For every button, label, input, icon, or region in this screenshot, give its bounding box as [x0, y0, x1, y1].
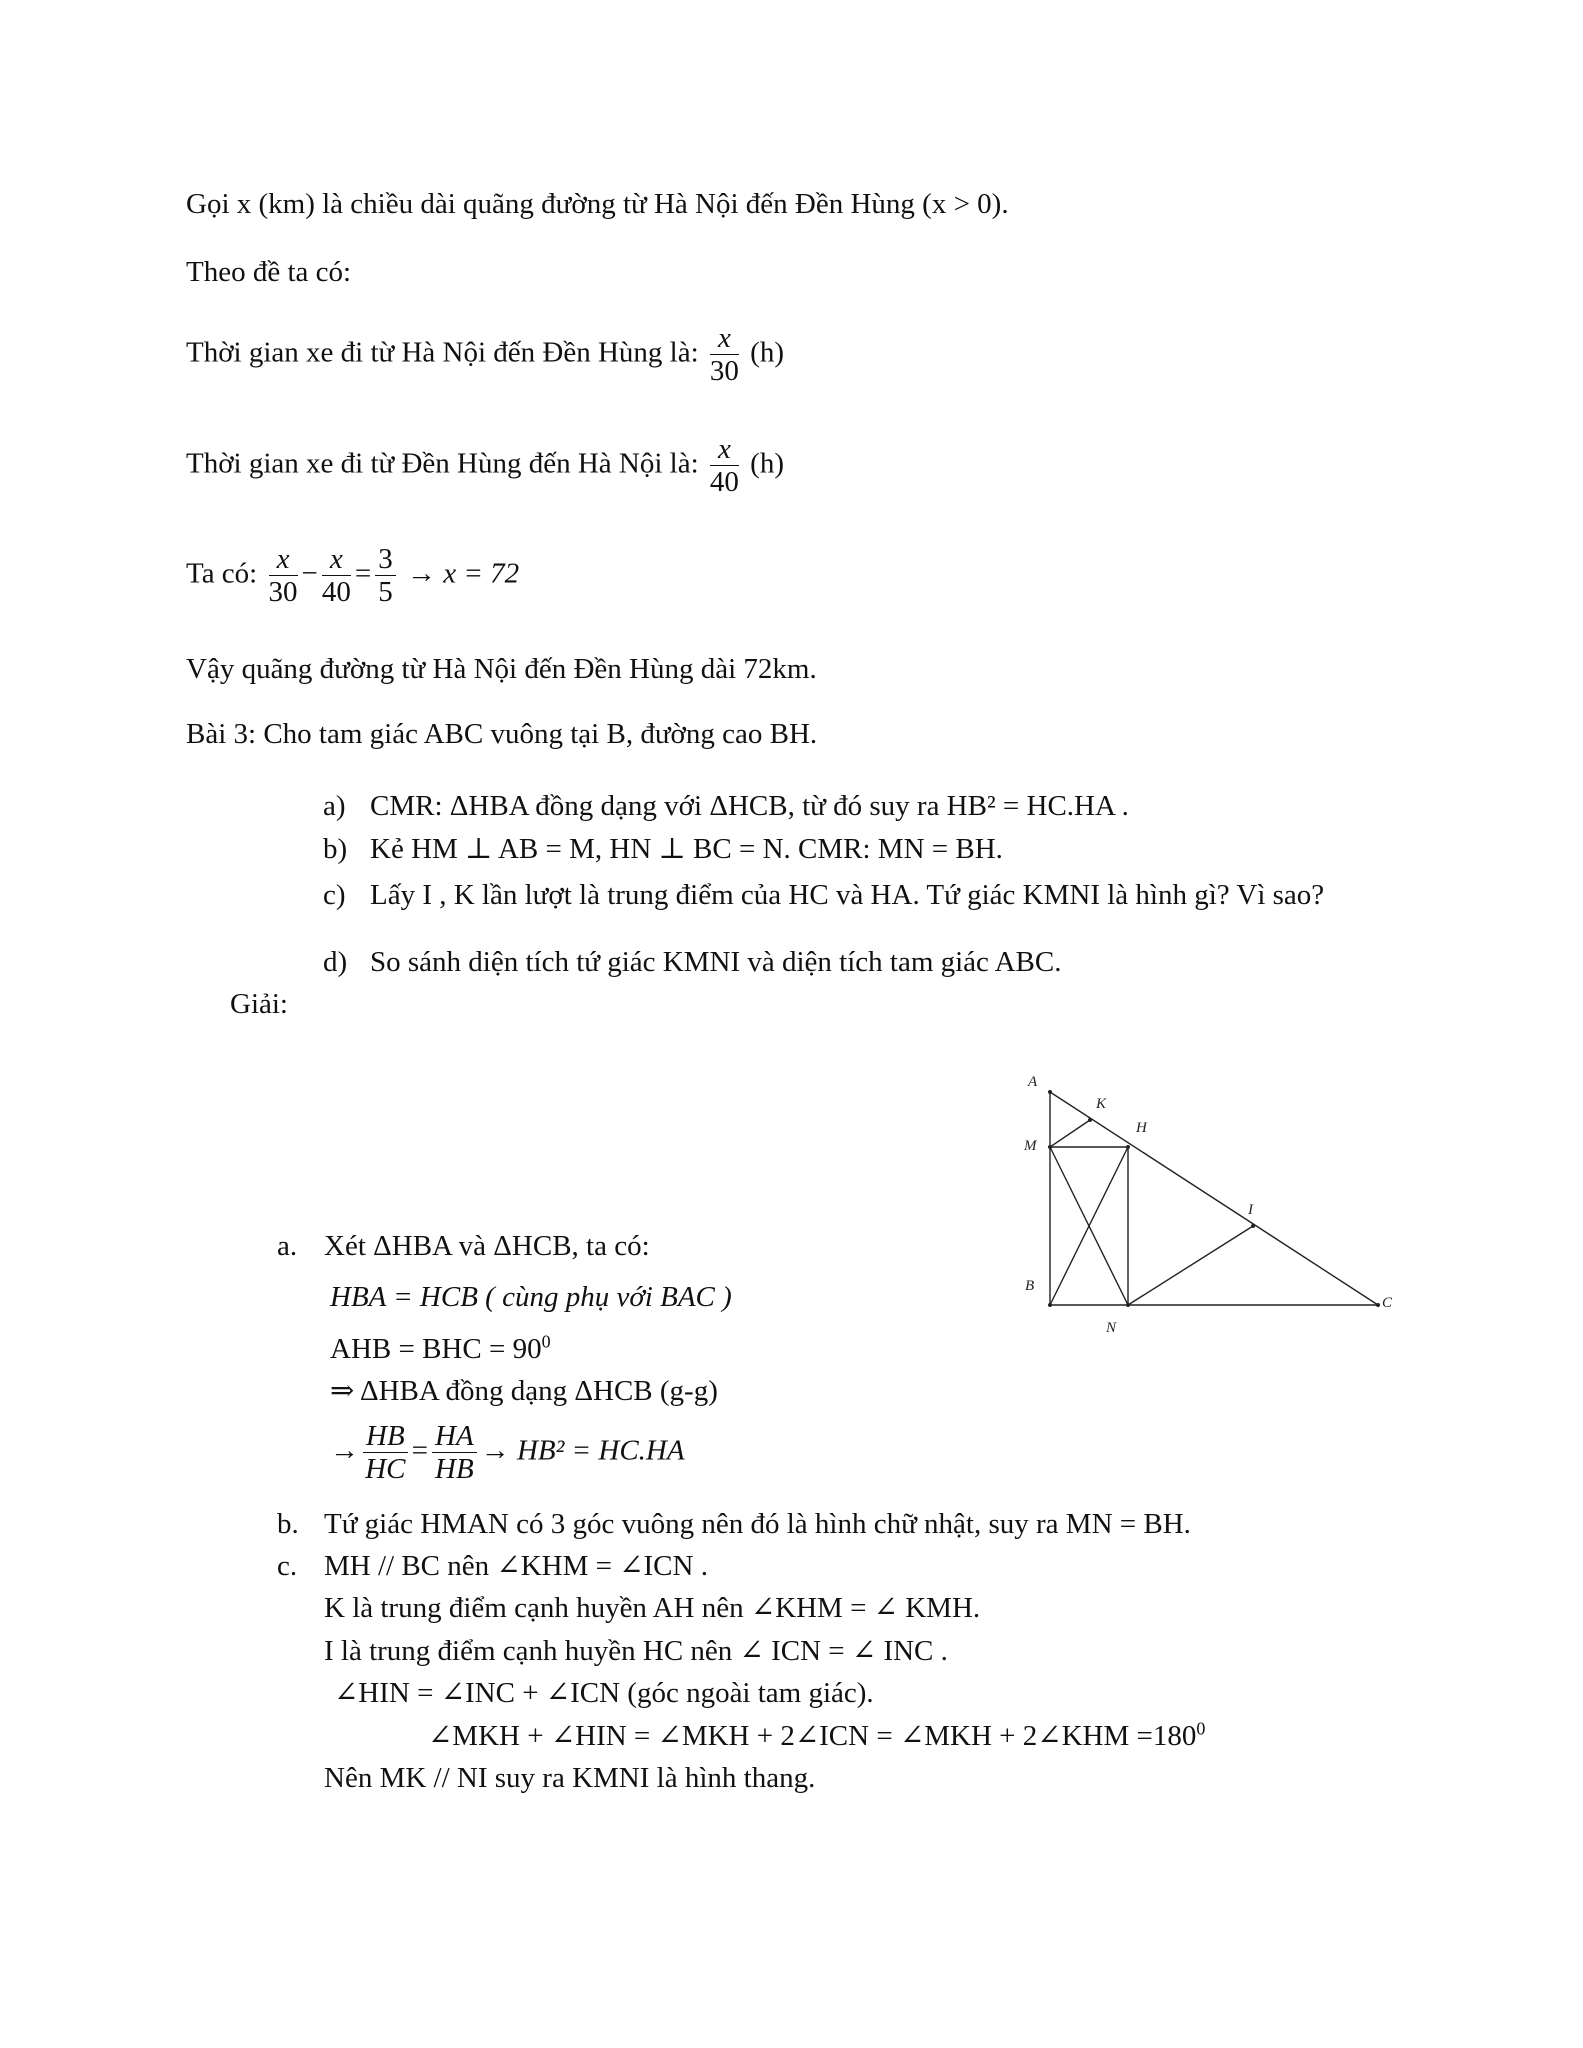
time2-denominator: 40: [709, 466, 739, 499]
segment-mk: [1050, 1120, 1090, 1147]
time2-numerator: x: [710, 433, 739, 466]
eq-result: → x = 72: [406, 557, 520, 590]
problem-title: Bài 3: Cho tam giác ABC vuông tại B, đường cao BH.: [186, 718, 818, 750]
solution-a-eq: =: [411, 1434, 429, 1467]
time1-numerator: x: [710, 322, 739, 355]
solution-b: [277, 1510, 1191, 1539]
solution-a-fraction-2: [432, 1420, 477, 1486]
point-m-dot: [1048, 1145, 1052, 1149]
solution-c-line-5-sup: 0: [1196, 1718, 1206, 1739]
eq-minus: −: [301, 557, 318, 590]
label-n: N: [1106, 1320, 1117, 1336]
label-a: A: [1028, 1074, 1038, 1090]
segment-ni: [1128, 1226, 1253, 1305]
label-m: M: [1024, 1138, 1037, 1154]
solution-a-f2-denominator: HB: [435, 1453, 474, 1486]
eq-f3-numerator: 3: [375, 543, 396, 576]
eq-f1-numerator: x: [269, 543, 298, 576]
solution-a-result: → HB² = HC.HA: [480, 1434, 685, 1467]
solution-c-line-6: Nên MK // NI suy ra KMNI là hình thang.: [324, 1762, 816, 1794]
solution-a-line-3-text: AHB = BHC = 90: [330, 1333, 542, 1365]
eq-fraction-3: [375, 543, 396, 609]
solution-c-line-5: [428, 1718, 1206, 1752]
label-h: H: [1136, 1120, 1147, 1136]
eq-f2-numerator: x: [322, 543, 351, 576]
point-c-dot: [1376, 1303, 1380, 1307]
time1-text: Thời gian xe đi từ Hà Nội đến Đền Hùng là:: [186, 336, 699, 369]
problem-item-d-text: So sánh diện tích tứ giác KMNI và diện tích tam giác ABC.: [370, 946, 1062, 978]
solution-heading: Giải:: [230, 988, 288, 1020]
segment-ac: [1050, 1092, 1378, 1305]
solution-a-line-4: ⇒ ΔHBA đồng dạng ΔHCB (g-g): [330, 1375, 718, 1407]
eq-equals: =: [354, 557, 372, 590]
time1-unit: (h): [750, 336, 784, 369]
time-hanoi-to-denhung: [186, 322, 784, 388]
solution-c-line-1-text: MH // BC nên ∠KHM = ∠ICN .: [324, 1550, 708, 1582]
time1-denominator: 30: [709, 355, 739, 388]
problem-item-b-label: b): [323, 833, 348, 865]
intro-line-2: Theo đề ta có:: [186, 256, 352, 288]
solution-a-arrow: →: [330, 1434, 359, 1467]
problem-item-c-label: c): [323, 879, 346, 911]
solution-a-line-2: HBA = HCB ( cùng phụ với BAC ): [330, 1281, 732, 1313]
solution-c-line-5-text: ∠MKH + ∠HIN = ∠MKH + 2∠ICN = ∠MKH + 2∠KHM =180: [428, 1720, 1197, 1752]
problem-item-a-label: a): [323, 790, 346, 822]
time-denhung-to-hanoi: [186, 433, 784, 499]
solution-c-line-1: [277, 1552, 708, 1581]
label-i: I: [1248, 1202, 1253, 1218]
eq-f1-denominator: 30: [268, 576, 298, 609]
problem-item-d: [323, 948, 1061, 977]
problem-item-a: [323, 792, 1129, 821]
eq-f2-denominator: 40: [321, 576, 351, 609]
label-c: C: [1382, 1295, 1393, 1311]
problem-item-c-text: Lấy I , K lần lượt là trung điểm của HC và HA. Tứ giác KMNI là hình gì? Vì sao?: [370, 879, 1325, 911]
label-b: B: [1025, 1278, 1035, 1294]
eq-fraction-2: [322, 543, 351, 609]
solution-a-line-1: [277, 1232, 650, 1261]
point-k-dot: [1088, 1118, 1092, 1122]
solution-c-line-4: ∠HIN = ∠INC + ∠ICN (góc ngoài tam giác).: [334, 1677, 874, 1709]
intro-conclusion: Vậy quãng đường từ Hà Nội đến Đền Hùng dài 72km.: [186, 653, 817, 685]
solution-b-label: b.: [277, 1508, 299, 1540]
solution-a-f2-numerator: HA: [432, 1420, 477, 1453]
point-b-dot: [1048, 1303, 1052, 1307]
solution-a-f1-denominator: HC: [365, 1453, 406, 1486]
point-n-dot: [1126, 1303, 1130, 1307]
intro-line-1: Gọi x (km) là chiều dài quãng đường từ Hà Nội đến Đền Hùng (x > 0).: [186, 188, 1009, 220]
time2-text: Thời gian xe đi từ Đền Hùng đến Hà Nội là:: [186, 447, 699, 480]
problem-item-b-text: Kẻ HM ⊥ AB = M, HN ⊥ BC = N. CMR: MN = BH.: [370, 833, 1003, 865]
problem-item-c: [323, 881, 1324, 910]
eq-f3-denominator: 5: [378, 576, 393, 609]
equation-line: [186, 543, 519, 609]
solution-a-line-3-sup: 0: [541, 1331, 551, 1352]
solution-a-line-3: [330, 1331, 551, 1365]
solution-a-f1-numerator: HB: [363, 1420, 408, 1453]
solution-a-line-1-text: Xét ΔHBA và ΔHCB, ta có:: [324, 1230, 650, 1262]
solution-a-fraction-1: [363, 1420, 408, 1486]
eq-fraction-1: [269, 543, 298, 609]
solution-c-label: c.: [277, 1550, 298, 1582]
problem-item-a-text: CMR: ΔHBA đồng dạng với ΔHCB, từ đó suy ra HB² = HC.HA .: [370, 790, 1129, 822]
solution-c-line-3: I là trung điểm cạnh huyền HC nên ∠ ICN = ∠ INC .: [324, 1635, 948, 1667]
solution-a-line-5: [330, 1420, 685, 1486]
geometry-figure: [1010, 1070, 1393, 1340]
solution-b-text: Tứ giác HMAN có 3 góc vuông nên đó là hình chữ nhật, suy ra MN = BH.: [324, 1508, 1191, 1540]
problem-item-d-label: d): [323, 946, 348, 978]
label-k: K: [1096, 1096, 1107, 1112]
equation-prefix: Ta có:: [186, 557, 258, 590]
point-i-dot: [1251, 1224, 1255, 1228]
time1-fraction: [710, 322, 739, 388]
time2-fraction: [710, 433, 739, 499]
problem-item-b: [323, 835, 1003, 864]
solution-c-line-2: K là trung điểm cạnh huyền AH nên ∠KHM = ∠ KMH.: [324, 1592, 981, 1624]
point-h-dot: [1126, 1145, 1130, 1149]
time2-unit: (h): [750, 447, 784, 480]
solution-a-label: a.: [277, 1230, 298, 1262]
point-a-dot: [1048, 1090, 1052, 1094]
